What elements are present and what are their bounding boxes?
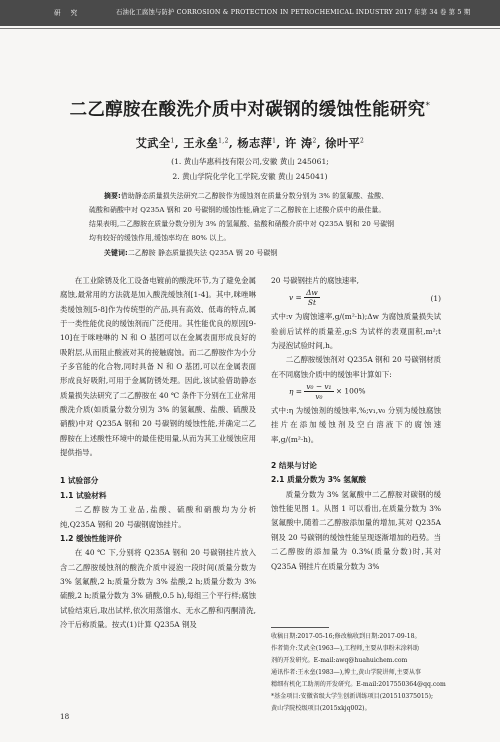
abstract-text: 借助静态质量损失法研究二乙醇胺作为缓蚀剂在质量分数分别为 3% 的氢氟酸、盐酸、 bbox=[120, 192, 389, 200]
equation-lhs: v = bbox=[289, 292, 302, 302]
fraction-denominator: St bbox=[307, 298, 316, 308]
fraction-denominator: v₀ bbox=[315, 392, 323, 402]
paper-title bbox=[0, 95, 500, 120]
paper-title-text: 二乙醇胺在酸洗介质中对碳钢的缓蚀性能研究 bbox=[69, 100, 426, 120]
author-name: 徐叶平 bbox=[325, 136, 361, 150]
abstract-label: 摘要: bbox=[104, 192, 121, 200]
footnote-line: 作者简介:艾武全(1963—),工程师,主要从事粉末涂料助 bbox=[271, 645, 420, 652]
keywords-text: 二乙醇胺 静态质量损失法 Q235A 钢 20 号碳钢 bbox=[127, 249, 278, 257]
header-section-label: 研究 bbox=[54, 9, 88, 17]
keywords-label: 关键词: bbox=[104, 249, 128, 257]
affiliation-line: (1. 黄山华惠科技有限公司,安徽 黄山 245061; bbox=[171, 157, 329, 166]
footnote-line: 通讯作者:王永垒(1983—),博士,黄山学院讲师,主要从事 bbox=[271, 669, 422, 676]
subsection-heading: 2.1 质量分数为 3% 氢氟酸 bbox=[271, 475, 367, 485]
fraction-numerator: Δw bbox=[306, 288, 318, 298]
affiliation-line: 2. 黄山学院化学化工学院,安徽 黄山 245041) bbox=[172, 172, 328, 181]
abstract-line: 均有较好的缓蚀作用,缓蚀率均在 80% 以上。 bbox=[89, 234, 231, 242]
section-heading: 2 结果与讨论 bbox=[271, 461, 317, 471]
equation-lhs: η = bbox=[289, 386, 302, 396]
fraction-numerator: v₀ − v₁ bbox=[306, 382, 332, 392]
abstract-line bbox=[104, 190, 388, 203]
keywords-line bbox=[104, 247, 277, 260]
body-paragraph: 质量分数为 3% 氢氟酸中二乙醇胺对碳钢的缓蚀性能见图 1。从图 1 可以看出,在质量分数为 3% 氢氟酸中,随着二乙醇胺添加量的增加,其对 Q235A 钢及 20 号碳钢的缓蚀性能呈现逐渐增加的趋势。当二乙醇胺的添加量为 0.3%(质量分数)时,其对 Q235A 钢挂片在质量分数为 3% bbox=[271, 489, 441, 571]
body-paragraph: 式中:v 为腐蚀速率,g/(m²·h);Δw 为腐蚀质量损失试验前后试样的质量差,g;S 为试样的表观面积,m²;t 为浸泡试验时间,h。 bbox=[271, 312, 441, 351]
author-affiliation-mark: 2 bbox=[312, 137, 317, 145]
author-name: 杨志萍 bbox=[237, 136, 273, 150]
footnote-line: 精细有机化工助剂的开发研究。E-mail:2017550364@qq.com bbox=[271, 681, 446, 688]
author-list: 艾武全$^1$, 王永垒$^{1,2}$, 杨志萍$^1$, 许 涛$^2$, 徐叶平$^2$ bbox=[135, 136, 365, 150]
header-rule bbox=[0, 28, 500, 29]
title-footnote-mark: * bbox=[425, 101, 431, 112]
author-name: 许 涛 bbox=[284, 136, 313, 150]
footnote-line: 黄山学院校级项目(2015xkjq002)。 bbox=[271, 705, 371, 712]
section-heading: 1 试验部分 bbox=[60, 476, 99, 486]
footnote-line: *基金项目:安徽省级大学生创新训练项目(201510375015); bbox=[271, 693, 434, 700]
footnote-line: 收稿日期:2017-05-16;修改稿收到日期:2017-09-18。 bbox=[271, 633, 421, 640]
abstract-line: 结果表明,二乙醇胺在质量分数分别为 3% 的氢氟酸、盐酸和硝酸介质中对 Q235A 钢和 20 号碳钢 bbox=[89, 220, 395, 228]
method-paragraph: 在 40 ℃ 下,分别将 Q235A 钢和 20 号碳钢挂片放入含二乙醇胺缓蚀剂的酸洗介质中浸泡一段时间(质量分数为 3% 氢氟酸,2 h;质量分数为 3% 盐酸,2 h;质量分数为 3% 硫酸,2 h;质量分数为 3% 硝酸,0.5 h),每组三个平行样;腐蚀试验结束后,取出试样,依次用蒸馏水、无水乙醇和丙酮清洗,冷干后称质量。按式(1)计算 Q235A 钢及 bbox=[60, 548, 256, 629]
equation-fraction bbox=[304, 288, 320, 307]
equation-fraction bbox=[304, 382, 333, 401]
equation-1 bbox=[271, 288, 441, 310]
left-column bbox=[60, 274, 256, 632]
footnote-rule bbox=[271, 627, 329, 628]
right-column bbox=[271, 274, 441, 574]
author-affiliation-mark: 1 bbox=[170, 137, 175, 145]
page-number: 18 bbox=[60, 712, 70, 721]
equation-rhs: × 100% bbox=[335, 386, 366, 396]
intro-paragraph: 在工业除锈及化工设备电镀前的酸洗环节,为了避免金属腐蚀,最常用的方法就是加入酸洗缓蚀剂[1-4]。其中,咪唑啉类缓蚀剂[5-8]作为传统型的产品,具有高效、低毒的特点,属于一类性能优良的缓蚀剂而广泛使用。其性能优良的原因[9-10]在于咪唑啉的 N 和 O 基团可以在金属表面形成良好的吸附层,从而阻止酸液对其的接触腐蚀。而二乙醇胺作为小分子多官能的化合物,同时具备 N 和 O 基团,可以在金属表面形成良好吸附,可用于金属防锈处理。因此,该试验借助静态质量损失法研究了二乙醇胺在 40 ℃ 条件下分别在工业常用酸洗介质(如质量分数分别为 3% 的氢氟酸、盐酸、硫酸及硝酸)中对 Q235A 钢和 20 号碳钢的缓蚀性能,并确定二乙醇胺在上述酸性环境中的最佳使用量,从而为其工业缓蚀应用提供指导。 bbox=[60, 276, 256, 458]
body-paragraph: 20 号碳钢挂片的腐蚀速率, bbox=[271, 276, 360, 285]
footnote-line: 剂的开发研究。E-mail:awq@huahuichem.com bbox=[271, 657, 408, 664]
author-name: 王永垒 bbox=[183, 136, 219, 150]
materials-paragraph: 二乙醇胺为工业品,盐酸、硫酸和硝酸均为分析纯,Q235A 钢和 20 号碳钢腐蚀挂片。 bbox=[60, 505, 256, 529]
author-affiliation-mark: 2 bbox=[360, 137, 365, 145]
subsection-heading: 1.1 试验材料 bbox=[60, 490, 107, 500]
body-paragraph: 式中:η 为缓蚀剂的缓蚀率,%;v₁,v₀ 分别为缓蚀腐蚀挂片在添加缓蚀剂及空白溶液下的腐蚀速率,g/(m²·h)。 bbox=[271, 406, 441, 444]
equation-2 bbox=[271, 382, 441, 404]
equation-number: (1) bbox=[430, 294, 441, 304]
body-paragraph: 二乙醇胺缓蚀剂对 Q235A 钢和 20 号碳钢材质在不同腐蚀介质中的缓蚀率计算如下: bbox=[271, 355, 441, 379]
running-header bbox=[0, 0, 500, 30]
subsection-heading: 1.2 缓蚀性能评价 bbox=[60, 533, 122, 543]
author-affiliation-mark: 1,2 bbox=[218, 137, 229, 145]
author-name: 艾武全 bbox=[135, 136, 171, 150]
header-journal-info: 石油化工腐蚀与防护 CORROSION & PROTECTION IN PETROCHEMICAL INDUSTRY 2017 年第 34 卷 第 5 期 bbox=[116, 9, 471, 16]
author-affiliation-mark: 1 bbox=[272, 137, 277, 145]
abstract-line: 硫酸和硝酸中对 Q235A 钢和 20 号碳钢的缓蚀性能,确定了二乙醇胺在上述酸介质中的最佳量。 bbox=[89, 206, 386, 214]
